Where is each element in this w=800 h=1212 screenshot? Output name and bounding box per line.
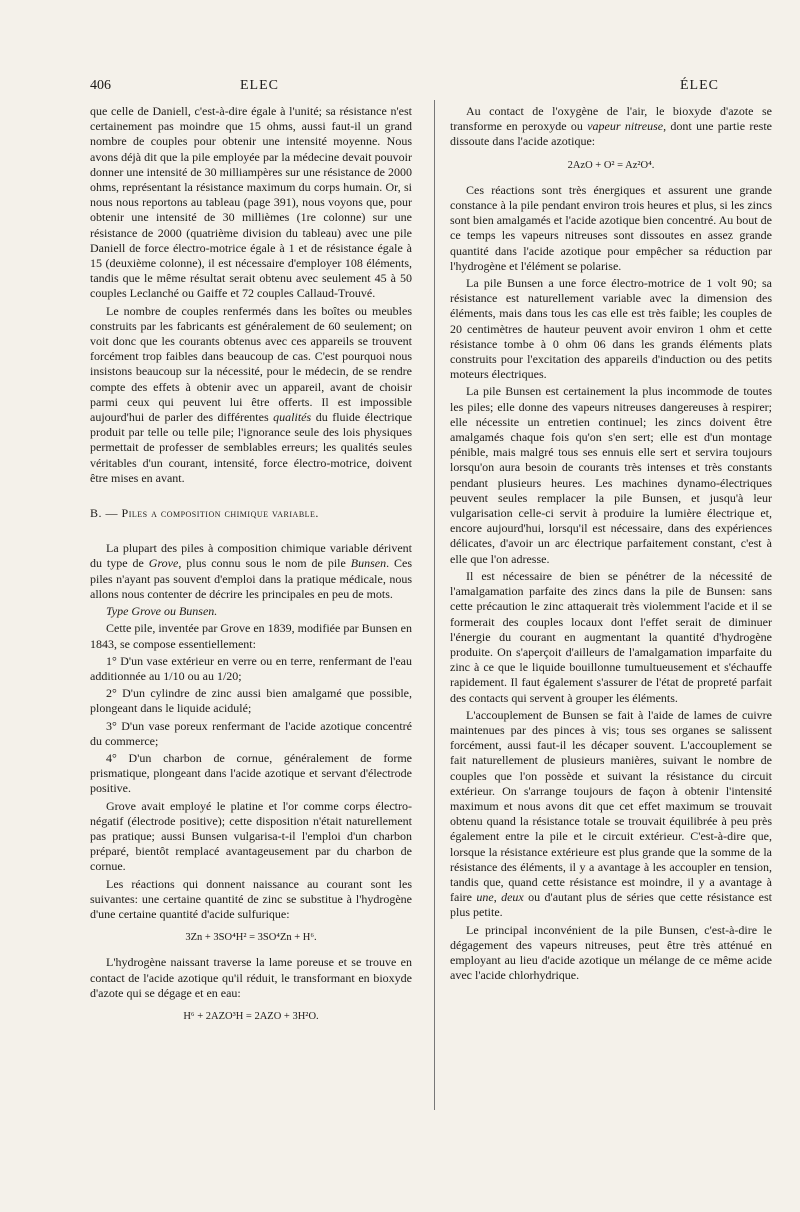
paragraph: Les réactions qui donnent naissance au courant sont les suivantes: une certaine quantité de zinc se substitue à l'hydrogène d'une certaine quantité d'acide sulfurique: [90,876,412,921]
list-item: 1° D'un vase extérieur en verre ou en terre, renfermant de l'eau additionnée au 1/10 ou au 1/20; [90,653,412,683]
text-run: Le nombre de couples renfermés dans les boîtes ou meubles construits par les fabricants est généralement de 60 seulement; on voit donc que les courants obtenus avec ces appareils se trouvent forcément trop faibles dans beaucoup de cas. C'est pourquoi nous insistons beaucoup sur la nécessité, pour le médecin, de se rendre compte des effets à obtenir avec un appareil, avant de choisir parmi ceux qui peuvent lui être offerts. Il est impossible aujourd'hui de parler des différentes [90,303,412,425]
paragraph: Le principal inconvénient de la pile Bunsen, c'est-à-dire le dégagement des vapeurs nitreuses, peut être très atténué en employant au lieu d'acide azotique un mélange de ce même acide avec l'acide chlorhydrique. [450,922,772,983]
list-item: 4° D'un charbon de cornue, généralement de forme prismatique, plongeant dans l'acide azotique et servant d'électrode positive. [90,750,412,796]
emphasis: une [476,890,494,905]
paragraph: Ces réactions sont très énergiques et assurent une grande constance à la pile pendant environ trois heures et plus, si les zincs sont bien amalgamés et l'acide azotique bien concentré. Au bout de ce temps les vapeurs nitreuses sont dissoutes en assez grande quantité dans l'acide azotique pour empêcher sa réduction par l'hydrogène et l'élément se polarise. [450,182,772,273]
right-column [450,104,772,985]
emphasis: vapeur nitreuse [587,119,664,134]
page-header [90,78,760,98]
text-run: L'accouplement de Bunsen se fait à l'aide de lames de cuivre maintenues par des pinces à vis; tous ses organes se salissent forcément, aussi faut-il les décaper souvent. L'accouplement se fait naturellement de plusieurs manières, suivant le nombre de couples que l'on possède et suivant la résistance du circuit extérieur. On s'arrange toujours de façon à obtenir l'intensité maximum et nous avons dit que cet effet maximum se trouvait obtenu quand la résistance totale se trouvait équilibrée à peu près également entre la pile et le circuit extérieur. C'est-à-dire que, lorsque la résistance extérieure est plus grande que la somme de la résistance des éléments, il y a avantage à les accoupler en tension, tandis que, quand cette résistance est moindre, il y a avantage à faire [450,707,772,905]
chemical-formula: 2AzO + O² = Az²O⁴. [567,159,655,171]
section-title: Piles a composition chimique variable. [121,506,319,521]
paragraph: La pile Bunsen est certainement la plus incommode de toutes les piles; elle donne des vapeurs nitreuses dangereuses à respirer; elle nécessite un entretien continuel; les zincs doivent être amalgamés chaque fois qu'on s'en sert; elle est d'un montage pénible, mais malgré tous ses ennuis elle sert et servira toujours lorsqu'on aura besoin de courants très intenses et très constants pendant plusieurs heures. Les machines dynamo-électriques peuvent seules remplacer la pile Bunsen, et jusqu'à leur vulgarisation celle-ci servit à produire la lumière électrique et, encore aujourd'hui, lorsqu'il est nécessaire, dans des expériences délicates, d'avoir un arc électrique parfaitement constant, c'est à elle que l'on adresse. [450,384,772,566]
paragraph: Il est nécessaire de bien se pénétrer de la nécessité de l'amalgamation parfaite des zincs dans la pile de Bunsen: sans cette précaution le zinc attaquerait très violemment l'acide et il se formerait des couples locaux dont l'effet serait de diminuer l'énergie du courant en augmentant la quantité d'hydrogène produite. On s'aperçoit d'ailleurs de l'amalgamation imparfaite du zinc à ce que le liquide bouillonne tumultueusement et s'échauffe rapidement. Il faut également s'assurer de l'état de propreté parfait des contacts qui servent à grouper les éléments. [450,568,772,705]
running-title-left: ELEC [240,78,279,93]
paragraph: L'hydrogène naissant traverse la lame poreuse et se trouve en contact de l'acide azotique qu'il réduit, le transformant en bioxyde d'azote qui se dégage et en eau: [90,955,412,1000]
column-divider [434,100,435,1110]
list-item: 3° D'un vase poreux renfermant de l'acide azotique concentré du commerce; [90,718,412,748]
text-run: du fluide électrique produit par telle ou telle pile; l'ignorance seule des lois physiques permettait de professer de semblables erreurs; les qualités seules véritables d'un courant, intensité, force électro-motrice, doivent être mises en avant. [90,410,413,485]
paragraph: Grove avait employé le platine et l'or comme corps électro-négatif (électrode positive); cette disposition n'était naturellement pas pratique; aussi Bunsen vulgarisa-t-il l'emploi d'un charbon préparé, bientôt remplacé avantageusement par du charbon de cornue. [90,798,412,874]
emphasis: Type Grove ou Bunsen. [106,604,218,619]
type-heading [90,604,412,619]
text-run: Au contact de l'oxygène de l'air, le bioxyde d'azote se transforme en peroxyde ou [450,104,772,134]
emphasis: deux [501,890,524,905]
emphasis: Bunsen [350,556,387,571]
emphasis: qualités [273,410,312,425]
section-prefix: B. — [90,506,122,521]
paragraph [90,541,412,602]
text-run: La plupart des piles à composition chimique variable dérivent du type de [90,541,412,571]
page-number: 406 [90,78,111,93]
text-run: , dont une partie reste dissoute dans l'acide azotique: [450,119,772,149]
running-title-right: ÉLEC [680,78,719,93]
chemical-formula: H⁶ + 2AZO³H = 2AZO + 3H²O. [183,1010,319,1022]
paragraph: Cette pile, inventée par Grove en 1839, modifiée par Bunsen en 1843, se compose essentiellement: [90,621,412,651]
text-run: , plus connu sous le nom de pile [178,556,346,571]
left-column [90,104,412,1034]
chemical-formula: 3Zn + 3SO⁴H² = 3SO⁴Zn + H⁶. [185,932,317,944]
paragraph [450,104,772,150]
paragraph [90,304,412,486]
text-run: ou d'autant plus de séries que cette résistance est plus petite. [450,890,773,920]
text-run: , [493,890,497,905]
paragraph [450,708,772,921]
paragraph: que celle de Daniell, c'est-à-dire égale à l'unité; sa résistance n'est certainement pas moindre que 15 ohms, aussi faut-il un grand nombre de couples pour obtenir une intensité moyenne. Nous avons déjà dit que la pile employée par la médecine devait pouvoir donner une intensité de 30 milliampères sur une résistance de 2000 ohms, représentant la résistance maximum du corps humain. Or, si nous nous reportons au tableau (page 391), nous voyons que, pour obtenir une intensité de 30 millièmes (1re colonne) sur une résistance de 2000 (quatrième division du tableau) avec une pile Daniell de force électro-motrice égale à 1 et de résistance égale à 15 (deuxième colonne), il est nécessaire d'employer 108 éléments, tandis que le même résultat serait obtenu avec seulement 45 à 50 couples Leclanché ou Gaiffe et 72 couples Callaud-Trouvé. [90,104,412,301]
section-heading [90,506,412,521]
list-item: 2° D'un cylindre de zinc aussi bien amalgamé que possible, plongeant dans le liquide acidulé; [90,686,412,716]
paragraph: La pile Bunsen a une force électro-motrice de 1 volt 90; sa résistance est naturellement variable avec la dimension des éléments, mais dans tous les cas elle est très faible; les couples de 20 centimètres de hauteur peuvent avoir environ 1 ohm et cette résistance tombe à 0 ohm 06 dans les grands éléments plats construits pour l'excitation des appareils d'induction ou des petits moteurs électriques. [450,276,772,382]
text-run: . Ces piles n'ayant pas souvent d'emploi dans la pratique médicale, nous allons nous contenter de décrire les principales en peu de mots. [90,556,413,601]
emphasis: Grove [148,556,179,571]
